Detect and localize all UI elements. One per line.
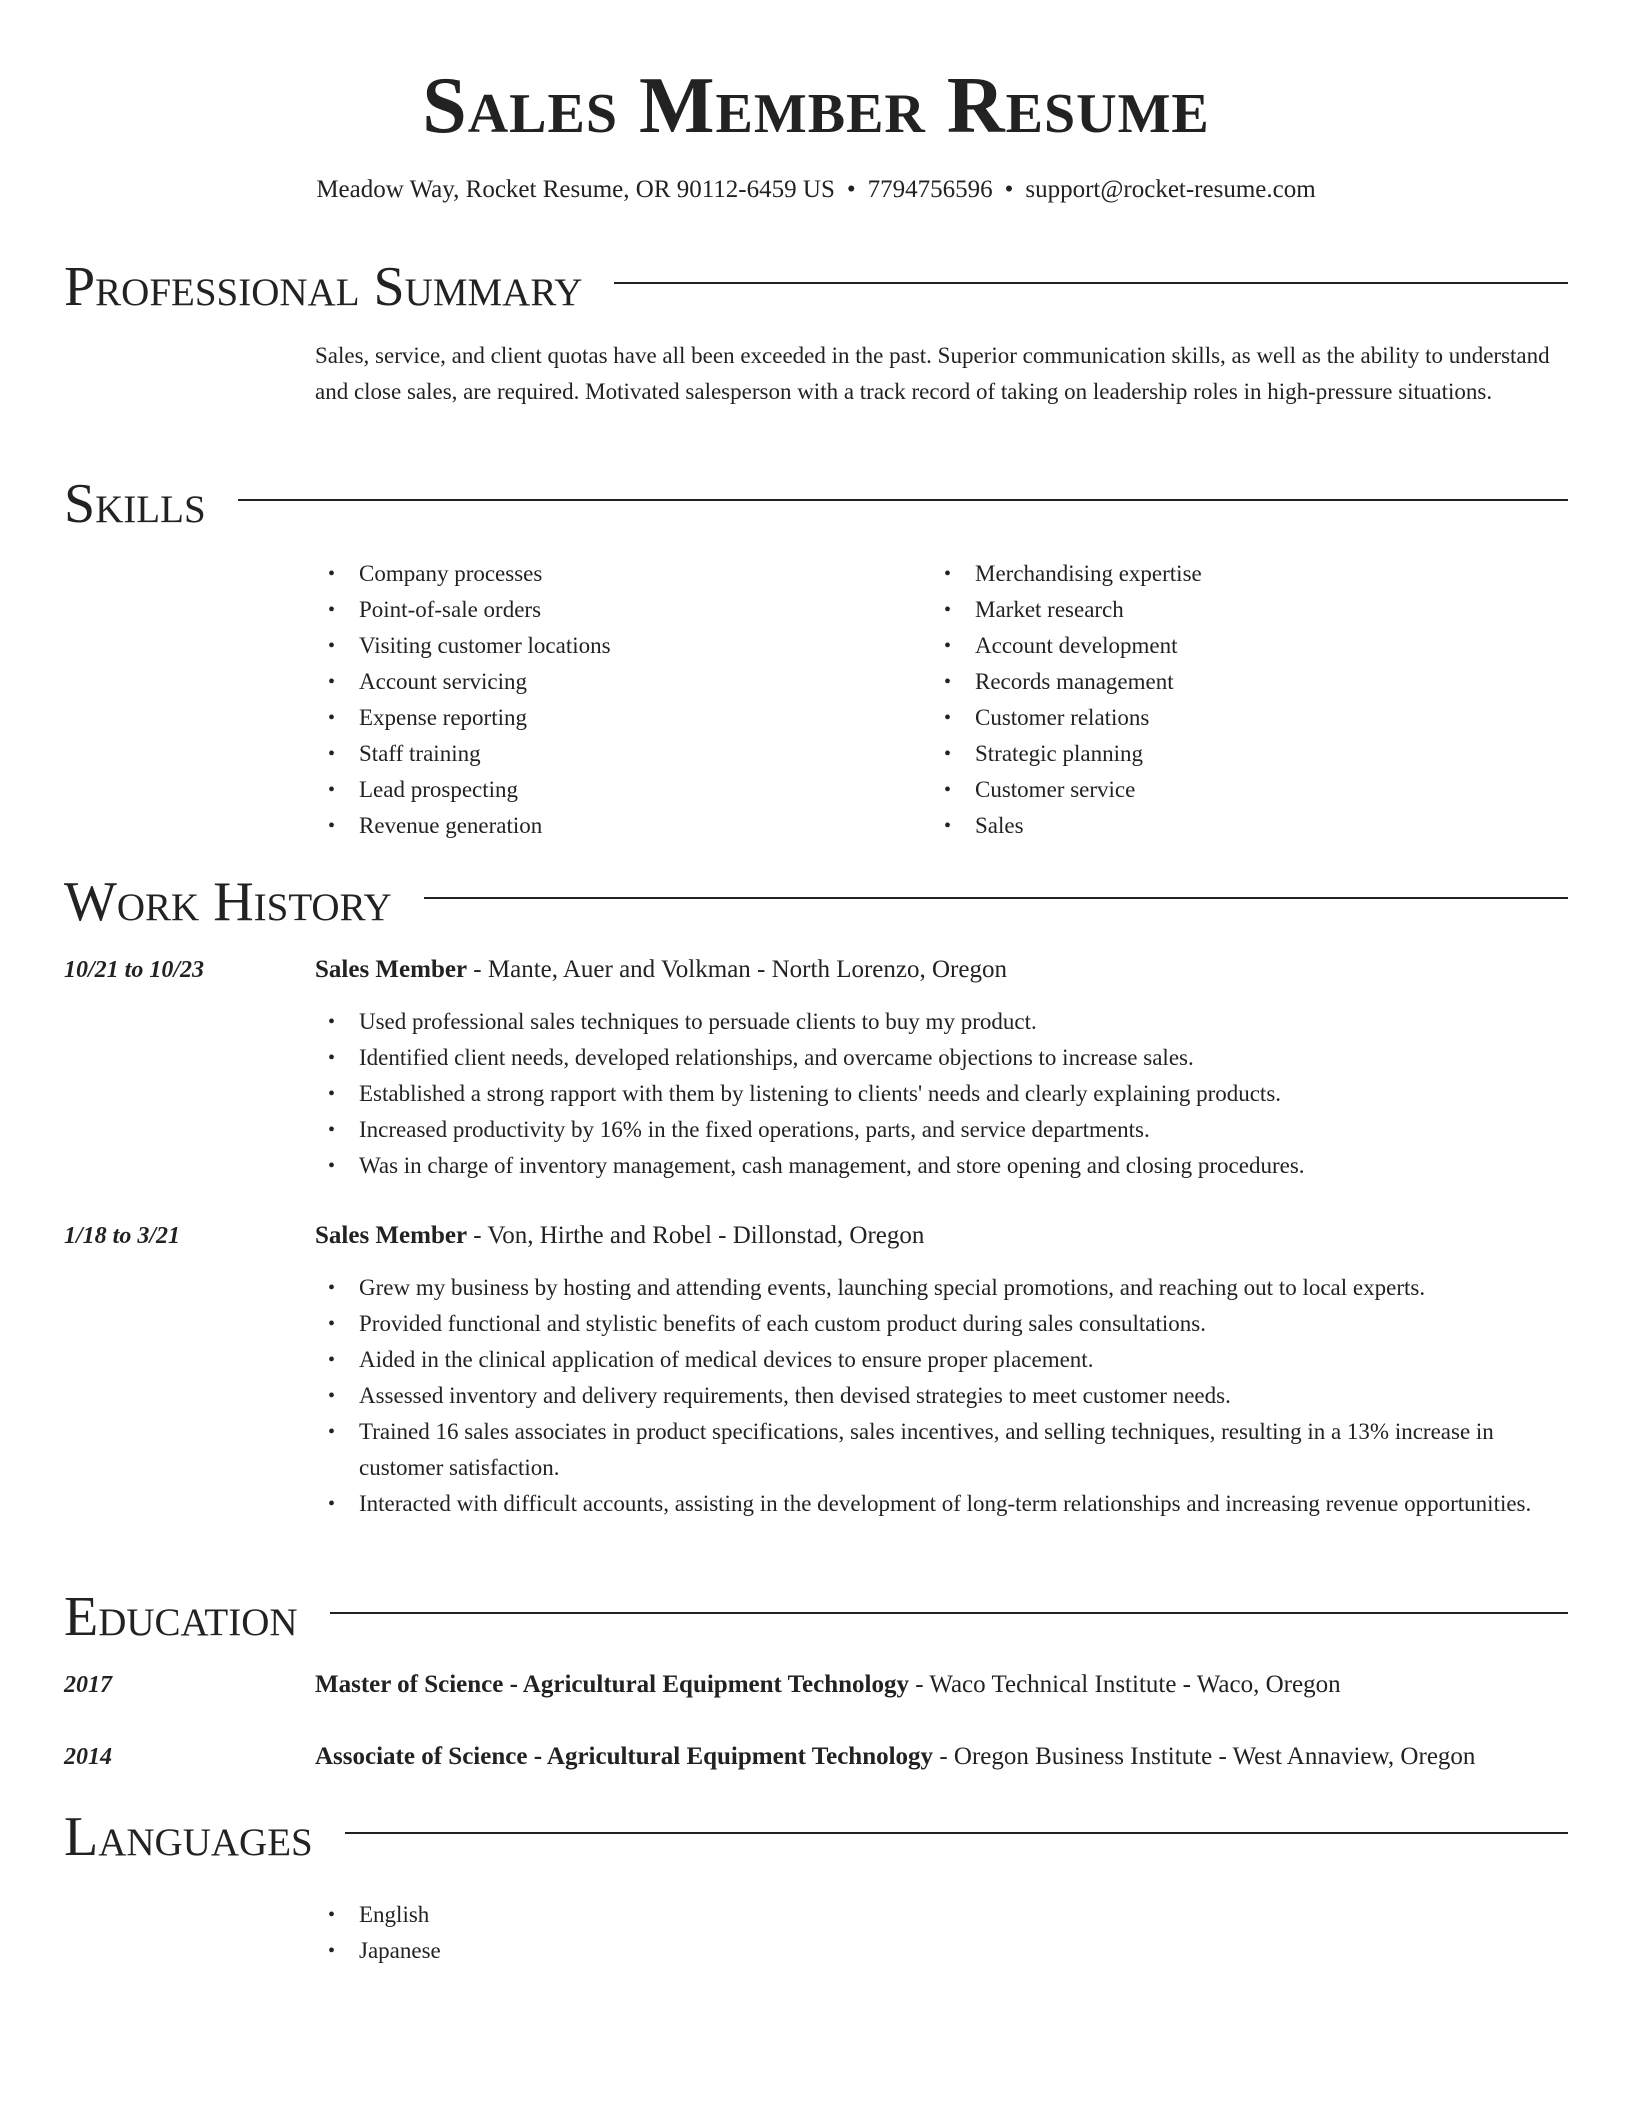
resume-title: Sales Member Resume — [422, 62, 1210, 150]
section-title-summary: Professional Summary — [64, 256, 583, 318]
section-divider — [614, 282, 1568, 284]
contact-address: Meadow Way, Rocket Resume, OR 90112-6459 US — [316, 176, 835, 203]
section-divider — [238, 499, 1568, 501]
education-year: 2014 — [64, 1744, 112, 1770]
job-entry — [64, 952, 1568, 1184]
job-role: Sales Member — [315, 956, 468, 983]
section-header-summary — [64, 255, 1568, 319]
job-duty: • Established a strong rapport with them by listening to clients' needs and clearly explaining products. — [315, 1076, 1568, 1112]
language-item: • English — [315, 1897, 915, 1933]
job-duty: • Provided functional and stylistic benefits of each custom product during sales consultations. — [315, 1306, 1568, 1342]
section-title-education: Education — [64, 1586, 298, 1648]
skill-item: • Strategic planning — [931, 736, 1547, 772]
skill-item: • Staff training — [315, 736, 931, 772]
skill-item: • Account servicing — [315, 664, 931, 700]
skill-item: • Customer service — [931, 772, 1547, 808]
skill-item: • Visiting customer locations — [315, 628, 931, 664]
job-title — [315, 952, 1007, 988]
skill-item: • Point-of-sale orders — [315, 592, 931, 628]
education-degree: Associate of Science - Agricultural Equipment Technology — [315, 1743, 934, 1770]
section-header-work — [64, 870, 1568, 934]
skill-item: • Lead prospecting — [315, 772, 931, 808]
section-header-skills — [64, 472, 1568, 536]
job-employer: - Von, Hirthe and Robel - Dillonstad, Oregon — [467, 1222, 925, 1249]
education-degree: Master of Science - Agricultural Equipment Technology — [315, 1671, 909, 1698]
job-duty: • Identified client needs, developed relationships, and overcame objections to increase sales. — [315, 1040, 1568, 1076]
language-item: • Japanese — [315, 1933, 915, 1969]
summary-text: Sales, service, and client quotas have all been exceeded in the past. Superior communication skills, as well as the ability to understand and close sales, are required. Motivated salesperson with a track record of taking on leadership roles in high-pressure situations. — [315, 343, 1550, 404]
contact-line — [0, 173, 1632, 207]
skill-item: • Account development — [931, 628, 1547, 664]
section-divider — [330, 1612, 1568, 1614]
job-duty: • Trained 16 sales associates in product specifications, sales incentives, and selling techniques, resulting in a 13% increase in customer satisfaction. — [315, 1414, 1568, 1486]
section-title-languages: Languages — [64, 1806, 313, 1868]
contact-separator: • — [846, 176, 856, 203]
skill-item: • Sales — [931, 808, 1547, 844]
job-duty: • Used professional sales techniques to persuade clients to buy my product. — [315, 1004, 1568, 1040]
job-duty: • Increased productivity by 16% in the fixed operations, parts, and service departments. — [315, 1112, 1568, 1148]
education-school: - Waco Technical Institute - Waco, Oregon — [908, 1671, 1341, 1698]
skill-item: • Customer relations — [931, 700, 1547, 736]
job-duty: • Grew my business by hosting and attending events, launching special promotions, and reaching out to local experts. — [315, 1270, 1568, 1306]
skill-item: • Merchandising expertise — [931, 556, 1547, 592]
education-year: 2017 — [64, 1672, 112, 1698]
skill-item: • Expense reporting — [315, 700, 931, 736]
job-duty: • Aided in the clinical application of medical devices to ensure proper placement. — [315, 1342, 1568, 1378]
job-duty: • Interacted with difficult accounts, assisting in the development of long-term relationships and increasing revenue opportunities. — [315, 1486, 1568, 1522]
education-entry — [64, 1667, 1568, 1703]
languages-list — [315, 1897, 915, 1969]
skills-list — [315, 556, 1568, 844]
job-duties — [315, 1004, 1568, 1184]
contact-phone[interactable]: 7794756596 — [867, 176, 993, 203]
job-dates: 1/18 to 3/21 — [64, 1223, 181, 1249]
section-divider — [424, 897, 1568, 899]
job-employer: - Mante, Auer and Volkman - North Lorenzo, Oregon — [467, 956, 1007, 983]
skills-column-right — [931, 556, 1547, 844]
section-header-education — [64, 1585, 1568, 1649]
education-details — [315, 1739, 1475, 1775]
section-divider — [345, 1832, 1568, 1834]
section-title-work: Work History — [64, 871, 392, 933]
job-entry — [64, 1218, 1568, 1522]
education-details — [315, 1667, 1341, 1703]
skill-item: • Revenue generation — [315, 808, 931, 844]
skills-column-left — [315, 556, 931, 844]
section-header-languages — [64, 1805, 1568, 1869]
skill-item: • Market research — [931, 592, 1547, 628]
education-entry — [64, 1739, 1568, 1775]
contact-separator: • — [1004, 176, 1014, 203]
job-duty: • Assessed inventory and delivery requirements, then devised strategies to meet customer needs. — [315, 1378, 1568, 1414]
job-duties — [315, 1270, 1568, 1522]
skill-item: • Company processes — [315, 556, 931, 592]
skill-item: • Records management — [931, 664, 1547, 700]
section-title-skills: Skills — [64, 473, 206, 535]
job-dates: 10/21 to 10/23 — [64, 957, 205, 983]
job-role: Sales Member — [315, 1222, 468, 1249]
education-school: - Oregon Business Institute - West Annaview, Oregon — [933, 1743, 1476, 1770]
job-title — [315, 1218, 924, 1254]
contact-email[interactable]: support@rocket-resume.com — [1025, 176, 1316, 203]
job-duty: • Was in charge of inventory management, cash management, and store opening and closing procedures. — [315, 1148, 1568, 1184]
